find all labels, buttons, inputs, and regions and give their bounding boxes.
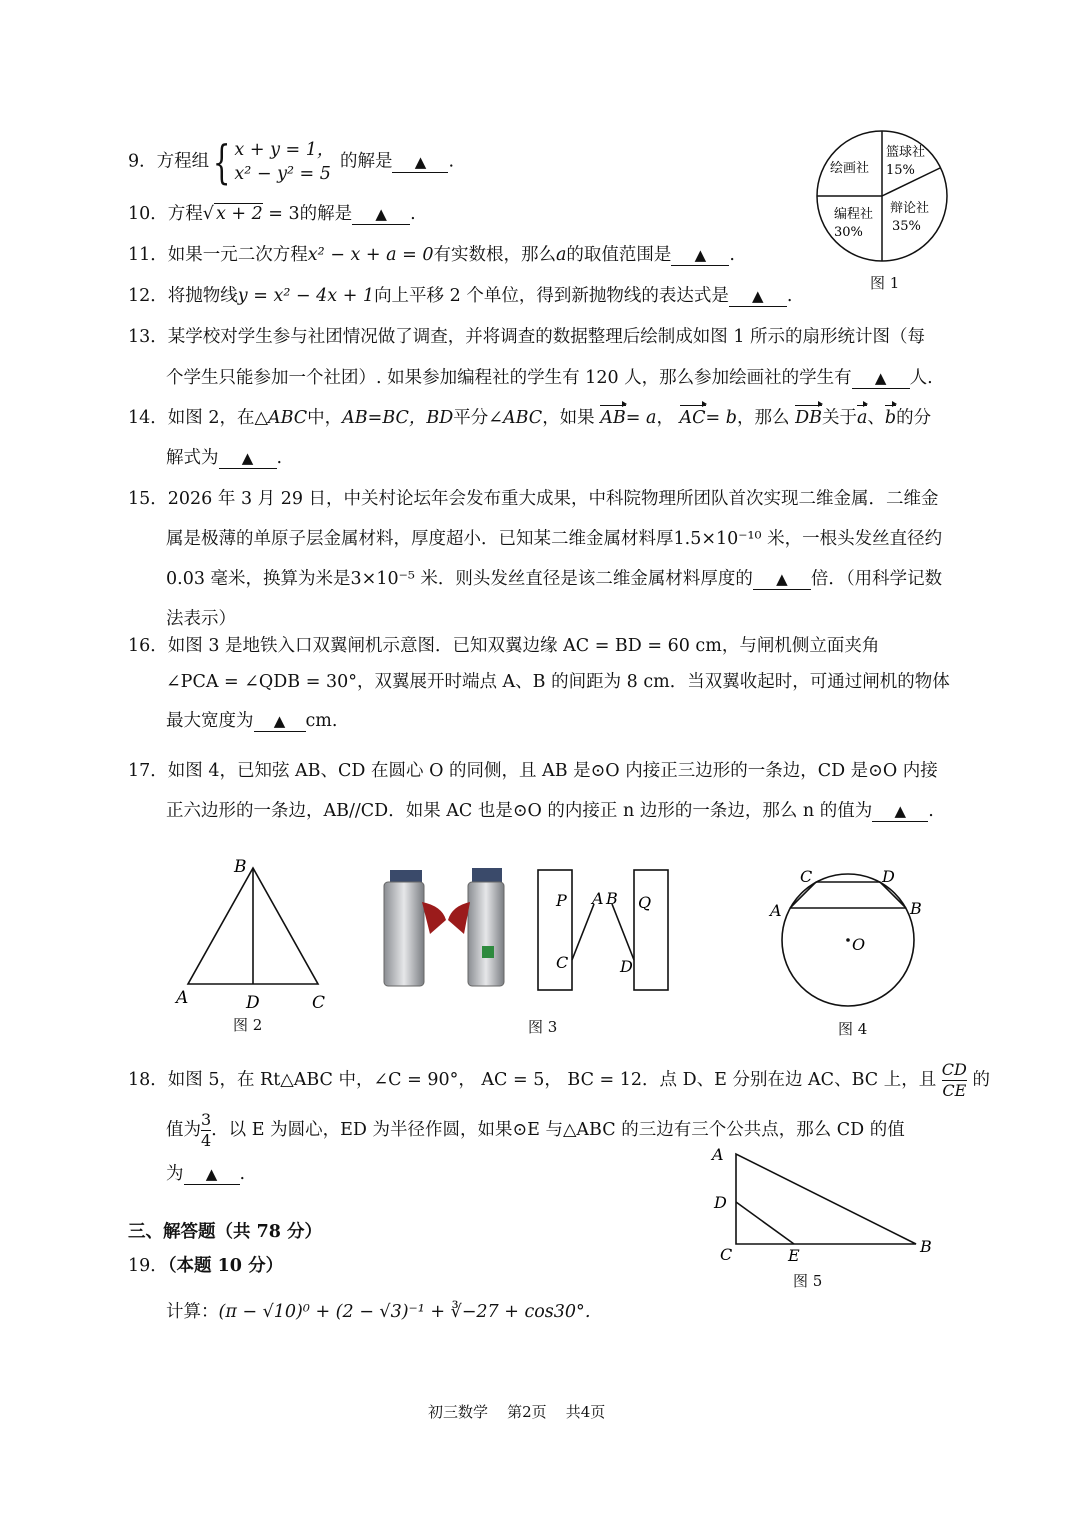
q-text: 如图 3 是地铁入口双翼闸机示意图．已知双翼边缘 AC = BD = 60 cm，与闸机侧立面夹角 [167,636,880,656]
figure-4-caption: 图 4 [838,1020,868,1038]
pie-pct-basketball: 15% [886,163,915,178]
variable: a [555,245,567,265]
q-text: = b [705,408,737,428]
question-15-line3 [166,567,942,591]
q-text: 如图 4，已知弦 AB、CD 在圆心 O 的同侧，且 AB 是⊙O 内接正三边形的一条边，CD 是⊙O 内接 [167,761,938,781]
q-text: 法表示） [166,609,236,629]
answer-blank[interactable]: ▲ [671,245,729,266]
q-text: = a [625,408,657,428]
label-b: B [606,889,618,908]
figure-1-caption: 图 1 [870,274,900,292]
q-text: 值为 [166,1120,201,1140]
q-text: 的解是 [339,151,393,172]
label-b: B [920,1237,932,1256]
answer-blank[interactable]: ▲ [753,569,811,590]
figure-5-right-triangle [704,1140,944,1270]
q-text: AB=BC，BD [342,408,454,428]
label-o: O [852,935,866,954]
q-num: 17． [128,761,168,781]
answer-blank[interactable]: ▲ [729,286,787,307]
q-num: 16． [128,636,168,656]
gate-wing-left [422,902,446,934]
segment-de [736,1202,794,1244]
q-text: ．以 E 为圆心，ED 为半径作圆，如果⊙E 与△ABC 的三边有三个公共点，那么 CD 的值 [211,1120,905,1140]
q-text: ，那么 [736,408,790,428]
answer-blank[interactable]: ▲ [254,711,306,732]
q-text: 如图 5，在 Rt△ABC 中，∠C = 90°， AC = 5， BC = 12．点 D、E 分别在边 AC、BC 上，且 [167,1070,937,1090]
eq2: x² − y² = 5 [234,164,331,184]
q-text: 某学校对学生参与社团情况做了调查，并将调查的数据整理后绘制成如图 1 所示的扇形统计图（每 [167,327,926,347]
answer-blank[interactable]: ▲ [392,152,448,173]
vector-a: a [856,408,868,428]
q-text: 为 [166,1164,184,1184]
gate-top-left [390,870,422,882]
gate-pillar-left [384,882,424,986]
q-text: 将抛物线 [167,286,238,306]
q-text: 属是极薄的单原子层金属材料，厚度超小．已知某二维金属材料厚1.5×10⁻¹⁰ 米，一根头发丝直径约 [166,529,943,549]
question-18-line3: 为 ▲ . [166,1164,246,1184]
q-text: 的取值范围是 [566,245,672,265]
q-text: 方程 [167,204,203,224]
figure-5-caption: 图 5 [793,1272,823,1290]
fraction-3-4 [201,1110,211,1151]
q-text: ∠PCA = ∠QDB = 30°，双翼展开时端点 A、B 的间距为 8 cm．当双翼收起时，可通过闸机的物体 [166,672,950,692]
vector-ab: AB [600,408,626,428]
q-text: 向上平移 2 个单位，得到新抛物线的表达式是 [374,286,729,306]
vector-b: b [884,408,897,428]
question-16-line2 [166,670,950,694]
q-text: 正六边形的一条边，AB//CD．如果 AC 也是⊙O 的内接正 n 边形的一条边，那么 n 的值为 [166,801,873,821]
q-text: 、 [867,408,885,428]
label-b: B [910,899,922,918]
question-11: 11．如果一元二次方程x² − x + a = 0有实数根，那么a的取值范围是 ▲ . [128,245,735,265]
denominator: CE [942,1081,967,1100]
section-heading: 三、解答题（共 78 分） [128,1222,323,1242]
pie-pct-debate: 35% [892,219,921,234]
equation: y = x² − 4x + 1 [237,286,375,306]
answer-blank[interactable]: ▲ [352,204,410,225]
figure-1-pie-chart [814,128,950,264]
center-dot [846,938,850,942]
gate-side-right [634,870,668,990]
question-17-line2: 正六边形的一条边，AB//CD．如果 AC 也是⊙O 的内接正 n 边形的一条边，那么 n 的值为 ▲ . [166,801,934,821]
denominator: 4 [201,1131,212,1150]
question-13 [128,325,925,349]
q-text: 解式为 [166,448,219,468]
eq1: x + y = 1， [234,140,335,160]
answer-blank[interactable]: ▲ [184,1164,240,1185]
question-15-line2 [166,527,942,551]
question-13-line2 [166,366,933,390]
gate-wing-right [448,902,470,934]
q-text: 中， [307,408,343,428]
question-14: 14．如图 2，在△ABC中，AB=BC，BD平分∠ABC，如果 AB= a， AC= b，那么 DB关于a、b的分 [128,408,932,428]
q-num: 10． [128,204,168,224]
q-text: 的分 [896,408,932,428]
question-14-line2: 解式为 ▲ . [166,448,283,468]
q-num: 14． [128,408,168,428]
figure-2-caption: 图 2 [233,1016,263,1034]
q-num: 11． [128,245,168,265]
question-16 [128,634,879,658]
question-12: 12．将抛物线y = x² − 4x + 1向上平移 2 个单位，得到新抛物线的表达式是 ▲ . [128,286,793,306]
q-num: 13． [128,327,168,347]
label-q: Q [638,893,652,912]
pie-label-programming: 编程社 [834,207,874,222]
gate-indicator [482,946,494,958]
gate-pillar-right [468,882,504,986]
q-num: 12． [128,286,168,306]
page-footer: 初三数学 第2页 共4页 [428,1403,606,1421]
question-19-expr [166,1300,602,1324]
label-e: E [788,1246,800,1265]
question-18 [128,1060,990,1101]
pie-pct-programming: 30% [834,225,863,240]
label-c: C [556,953,569,972]
wing-bd [612,904,634,960]
label-a: A [712,1145,724,1164]
q-text: 0.03 毫米，换算为米是3×10⁻⁵ 米．则头发丝直径是该二维金属材料厚度的 [166,569,753,589]
q-text: cm. [305,711,338,731]
q-num: 15． [128,489,168,509]
pie-label-basketball: 篮球社 [886,145,926,160]
label-p: P [556,891,567,910]
question-10: 10．方程√ x + 2 = 3的解是 ▲ . [128,204,416,224]
fraction-cd-ce [942,1060,967,1101]
label-c: C [800,867,813,886]
equation-system [234,138,334,186]
label-d: D [882,867,895,886]
q-text: 如果一元二次方程 [167,245,308,265]
brace: { [212,135,231,189]
question-9: 9．方程组{ x + y = 1， x² − y² = 5 的解是 ▲ . [128,135,455,189]
label-c: C [312,993,326,1013]
q-text: 有实数根，那么 [433,245,556,265]
triangle-abc [736,1154,916,1244]
answer-blank[interactable]: ▲ [219,448,277,469]
q-num: 9． [128,151,157,172]
q-text: 个学生只能参加一个社团）. 如果参加编程社的学生有 120 人，那么参加绘画社的学生有 [166,368,852,388]
q-text: 平分∠ [453,408,503,428]
label-a: A [176,988,189,1008]
q-num: 19． [128,1256,168,1276]
wing-ac [572,904,594,960]
equation: x² − x + a = 0 [307,245,434,265]
q-text: 计算： [166,1302,219,1322]
q-text: 方程组 [156,151,210,172]
question-17 [128,759,938,783]
triangle-name: ABC [267,408,308,428]
question-15-line4 [166,607,236,631]
pie-label-debate: 辩论社 [890,201,930,216]
label-d: D [246,993,260,1013]
vector-ac: AC [679,408,706,428]
figure-3-caption: 图 3 [528,1018,558,1036]
answer-blank[interactable]: ▲ [872,801,928,822]
q-text: = 3 [262,204,300,224]
q-text: 的解是 [299,204,353,224]
figure-3-diagram [530,862,675,998]
pie-label-painting: 绘画社 [830,161,870,176]
q-text: 如图 2，在△ [167,408,268,428]
figure-4-circle [764,862,934,1012]
label-a: A [592,889,604,908]
q-text: 倍．（用科学记数 [810,569,943,589]
q-text: ，如果 [542,408,595,428]
q-text: 2026 年 3 月 29 日，中关村论坛年会发布重大成果，中科院物理所团队首次实现二维金属．二维金 [167,489,939,509]
question-15 [128,487,939,511]
q-num: 18． [128,1070,168,1090]
numerator: 3 [201,1110,212,1129]
label-a: A [770,901,782,920]
q-title: （本题 10 分） [167,1256,284,1276]
q-text: 最大宽度为 [166,711,254,731]
question-19 [128,1254,283,1278]
gate-side-left [538,870,572,990]
label-b: B [234,857,247,877]
q-text: 关于 [821,408,857,428]
question-16-line3 [166,709,337,733]
figure-3-turnstile-photo [382,858,508,992]
label-d: D [620,957,633,976]
label-c: C [720,1245,733,1264]
gate-top-right [472,868,502,882]
expression: (π − √10)⁰ + (2 − √3)⁻¹ + ∛−27 + cos30°． [218,1302,603,1322]
q-text: 人. [909,368,933,388]
label-d: D [714,1193,727,1212]
vector-db: DB [795,408,822,428]
angle-name: ABC [502,408,543,428]
q-text: 的 [972,1070,990,1090]
numerator: CD [941,1060,967,1079]
figure-2-triangle [170,850,350,1020]
answer-blank[interactable]: ▲ [852,368,910,389]
radicand: x + 2 [215,204,263,224]
